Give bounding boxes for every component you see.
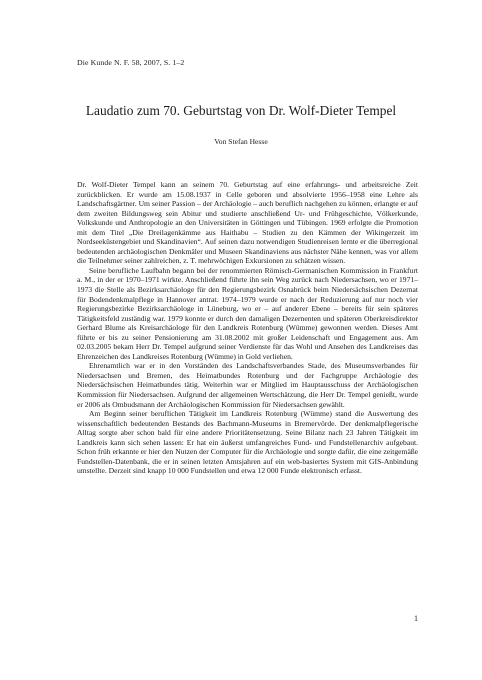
paragraph: Dr. Wolf-Dieter Tempel kann an seinem 70. Geburtstag auf eine erfahrungs- und arbeitsreiche Zeit zurückblicken. Er wurde am 15.08.1937 in Celle geboren und absolvierte 1956–1958 eine Lehre als Landschaftsgärtner. Um seiner Passion – der Archäologie – auch beruflich nachgehen zu können, erlangte er auf dem zweiten Bildungsweg sein Abitur und studierte anschließend Ur- und Frühgeschichte, Völkerkunde, Volkskunde und Anthropologie an den Universitäten in Göttingen und Tübingen. 1969 erfolgte die Promotion mit dem Titel „Die Dreilagenkämme aus Haithabu – Studien zu den Kämmen der Wikingerzeit im Nordseeküstengebiet und Skandinavien“. Auf seinen dazu notwendigen Studienreisen lernte er die überregional bedeutenden archäologischen Denkmäler und Museen Skandinaviens aus nächster Nähe kennen, was vor allem die Teilnehmer seiner zahlreichen, z. T. mehrwöchigen Exkursionen zu schätzen wissen.: [77, 180, 418, 266]
page-number: 1: [414, 614, 418, 623]
article-byline: Von Stefan Hesse: [214, 137, 268, 146]
article-body: [77, 180, 418, 476]
paragraph: Am Beginn seiner beruflichen Tätigkeit im Landkreis Rotenburg (Wümme) stand die Auswertung des wissenschaftlich bedeutenden Bestands des Bachmann-Museums in Bremervörde. Der denkmalpflegerische Alltag sorgte aber schon bald für eine andere Prioritätensetzung. Seine Bilanz nach 23 Jahren Tätigkeit im Landkreis kann sich sehen lassen: Er hat ein äußerst umfangreiches Fund- und Fundstellenarchiv aufgebaut. Schon früh erkannte er hier den Nutzen der Computer für die Archäologie und sorgte dafür, die eine zeitgemäße Fundstellen-Datenbank, die er in seinen letzten Amtsjahren auf ein web-basiertes System mit GIS-Anbindung umstellte. Derzeit sind knapp 10 000 Fundstellen und etwa 12 000 Funde elektronisch erfasst.: [77, 409, 418, 476]
paragraph: Ehrenamtlich war er in den Vorständen des Landschaftsverbandes Stade, des Museumsverbandes für Niedersachsen und Bremen, des Heimatbundes Rotenburg und der Fachgruppe Archäologie des Niedersächsischen Heimatbundes tätig. Weiterhin war er Mitglied im Hauptausschuss der Archäologischen Kommission für Niedersachsen. Aufgrund der allgemeinen Wertschätzung, die Herr Dr. Tempel genießt, wurde er 2006 als Ombudsmann der Archäologischen Kommission für Niedersachsen gewählt.: [77, 361, 418, 409]
paragraph: Seine berufliche Laufbahn begann bei der renommierten Römisch-Germanischen Kommission in Frankfurt a. M., in der er 1970–1971 wirkte. Anschließend führte ihn sein Weg zurück nach Niedersachsen, wo er 1971–1973 die Stelle als Bezirksarchäologe für den Regierungsbezirk Osnabrück beim Niedersächsischen Dezernat für Bodendenkmalpflege in Hannover antrat. 1974–1979 wurde er nach der Reduzierung auf nur noch vier Regierungsbezirke Bezirksarchäologe in Lüneburg, wo er – auf anderer Ebene – bereits für sein späteres Tätigkeitsfeld zuständig war. 1979 konnte er durch den damaligen Dezernenten und späteren Oberkreisdirektor Gerhard Blume als Kreisarchäologe für den Landkreis Rotenburg (Wümme) gewonnen werden. Dieses Amt führte er bis zu seiner Pensionierung am 31.08.2002 mit großer Leidenschaft und Engagement aus. Am 02.03.2005 bekam Herr Dr. Tempel aufgrund seiner Verdienste für das Wohl und Ansehen des Landkreises das Ehrenzeichen des Landkreises Rotenburg (Wümme) in Gold verliehen.: [77, 265, 418, 361]
journal-citation: Die Kunde N. F. 58, 2007, S. 1–2: [77, 58, 185, 67]
article-title: Laudatio zum 70. Geburtstag von Dr. Wolf-Dieter Tempel: [85, 103, 397, 118]
